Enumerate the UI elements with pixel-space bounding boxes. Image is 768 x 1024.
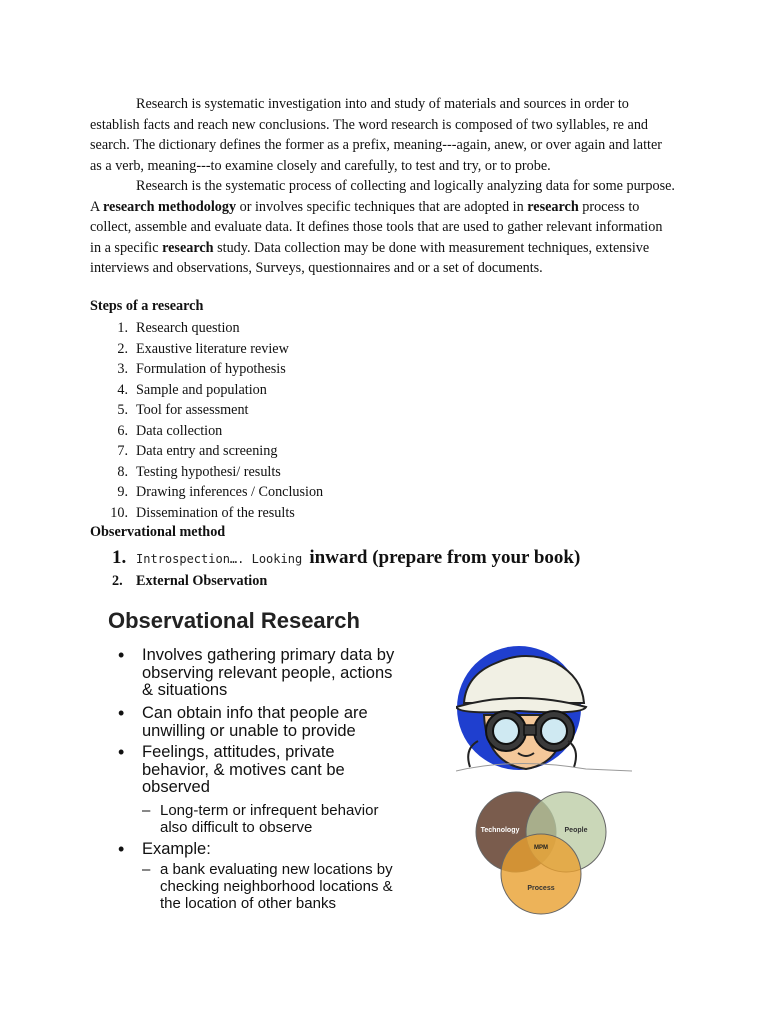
venn-label-center: MPM xyxy=(534,845,548,851)
bullet-icon: • xyxy=(118,742,125,762)
item-number: 1. xyxy=(112,547,127,568)
p2-bold-research-1: research xyxy=(527,198,579,215)
item-number: 2. xyxy=(112,573,123,589)
slide-title: Observational Research xyxy=(108,608,360,633)
list-item: 10. Dissemination of the results xyxy=(110,504,295,521)
venn-label-process: Process xyxy=(527,885,555,892)
p2-text-c: process to collect, assemble and evaluate data. It defines those tools that are used to gather relevant information in a specific xyxy=(90,198,663,256)
observational-heading: Observational method xyxy=(90,524,226,540)
intro-paragraph-1-text: Research is systematic investigation into and study of materials and sources in order to establish facts and reach new conclusions. The word research is composed of two syllables, re and search. The dictionary defines the former as a prefix, meaning---again, anew, or over again and latter as a verb, meaning---to examine closely and carefully, to test and try, or to probe. xyxy=(90,96,662,174)
p2-text-a: Research is the systematic process of collecting and logically analyzing data for some purpose. A xyxy=(90,178,675,215)
bullet-icon: • xyxy=(118,703,125,723)
list-item: 7. Data entry and screening xyxy=(117,443,278,459)
list-item: 6. Data collection xyxy=(117,422,223,439)
list-item: 4. Sample and population xyxy=(117,381,267,398)
observational-research-slide: Observational Research • Involves gathering primary data by observing relevant people, actions & situations • Can obtain info that people are unwilling or unable to provide • Feelings, attitudes, private behavior, & motives cant be observed – Long-term or infrequent behavior also difficult to observe • Example: – a bank evaluating new locations by checking neighborhood locations & the location of other banks xyxy=(108,608,395,912)
steps-list xyxy=(90,318,323,523)
dash-icon: – xyxy=(142,802,151,819)
list-item: 2. Exaustive literature review xyxy=(117,340,289,357)
p2-bold-research-methodology: research methodology xyxy=(103,198,237,215)
p2-text-d: study. Data collection may be done with measurement techniques, extensive interviews and observations, Surveys, questionnaires and or a set of documents. xyxy=(90,239,650,276)
list-item: 1. Research question xyxy=(117,320,240,336)
observational-item-1 xyxy=(112,545,580,571)
observational-item-2 xyxy=(112,571,267,591)
dash-icon: – xyxy=(142,861,151,878)
external-observation-text: External Observation xyxy=(136,573,268,589)
list-item: 8. Testing hypothesi/ results xyxy=(117,463,281,480)
venn-diagram xyxy=(470,784,612,920)
bullet-icon: • xyxy=(118,645,125,665)
list-item: 9. Drawing inferences / Conclusion xyxy=(117,484,324,500)
intro-paragraph-2 xyxy=(90,176,676,279)
introspection-text: Introspection…. Looking xyxy=(136,552,310,566)
list-item: 5. Tool for assessment xyxy=(117,402,249,418)
venn-label-technology: Technology xyxy=(480,827,520,834)
intro-paragraph-1 xyxy=(90,94,676,176)
p2-text-b: or involves specific techniques that are adopted in xyxy=(236,198,528,215)
bullet-icon: • xyxy=(118,839,125,859)
steps-heading: Steps of a research xyxy=(90,298,204,314)
p2-bold-research-2: research xyxy=(162,239,214,256)
inward-text: inward (prepare from your book) xyxy=(309,547,581,568)
binoculars-observer-illustration xyxy=(456,645,632,775)
list-item: 3. Formulation of hypothesis xyxy=(117,361,286,377)
venn-label-people: People xyxy=(564,827,588,834)
